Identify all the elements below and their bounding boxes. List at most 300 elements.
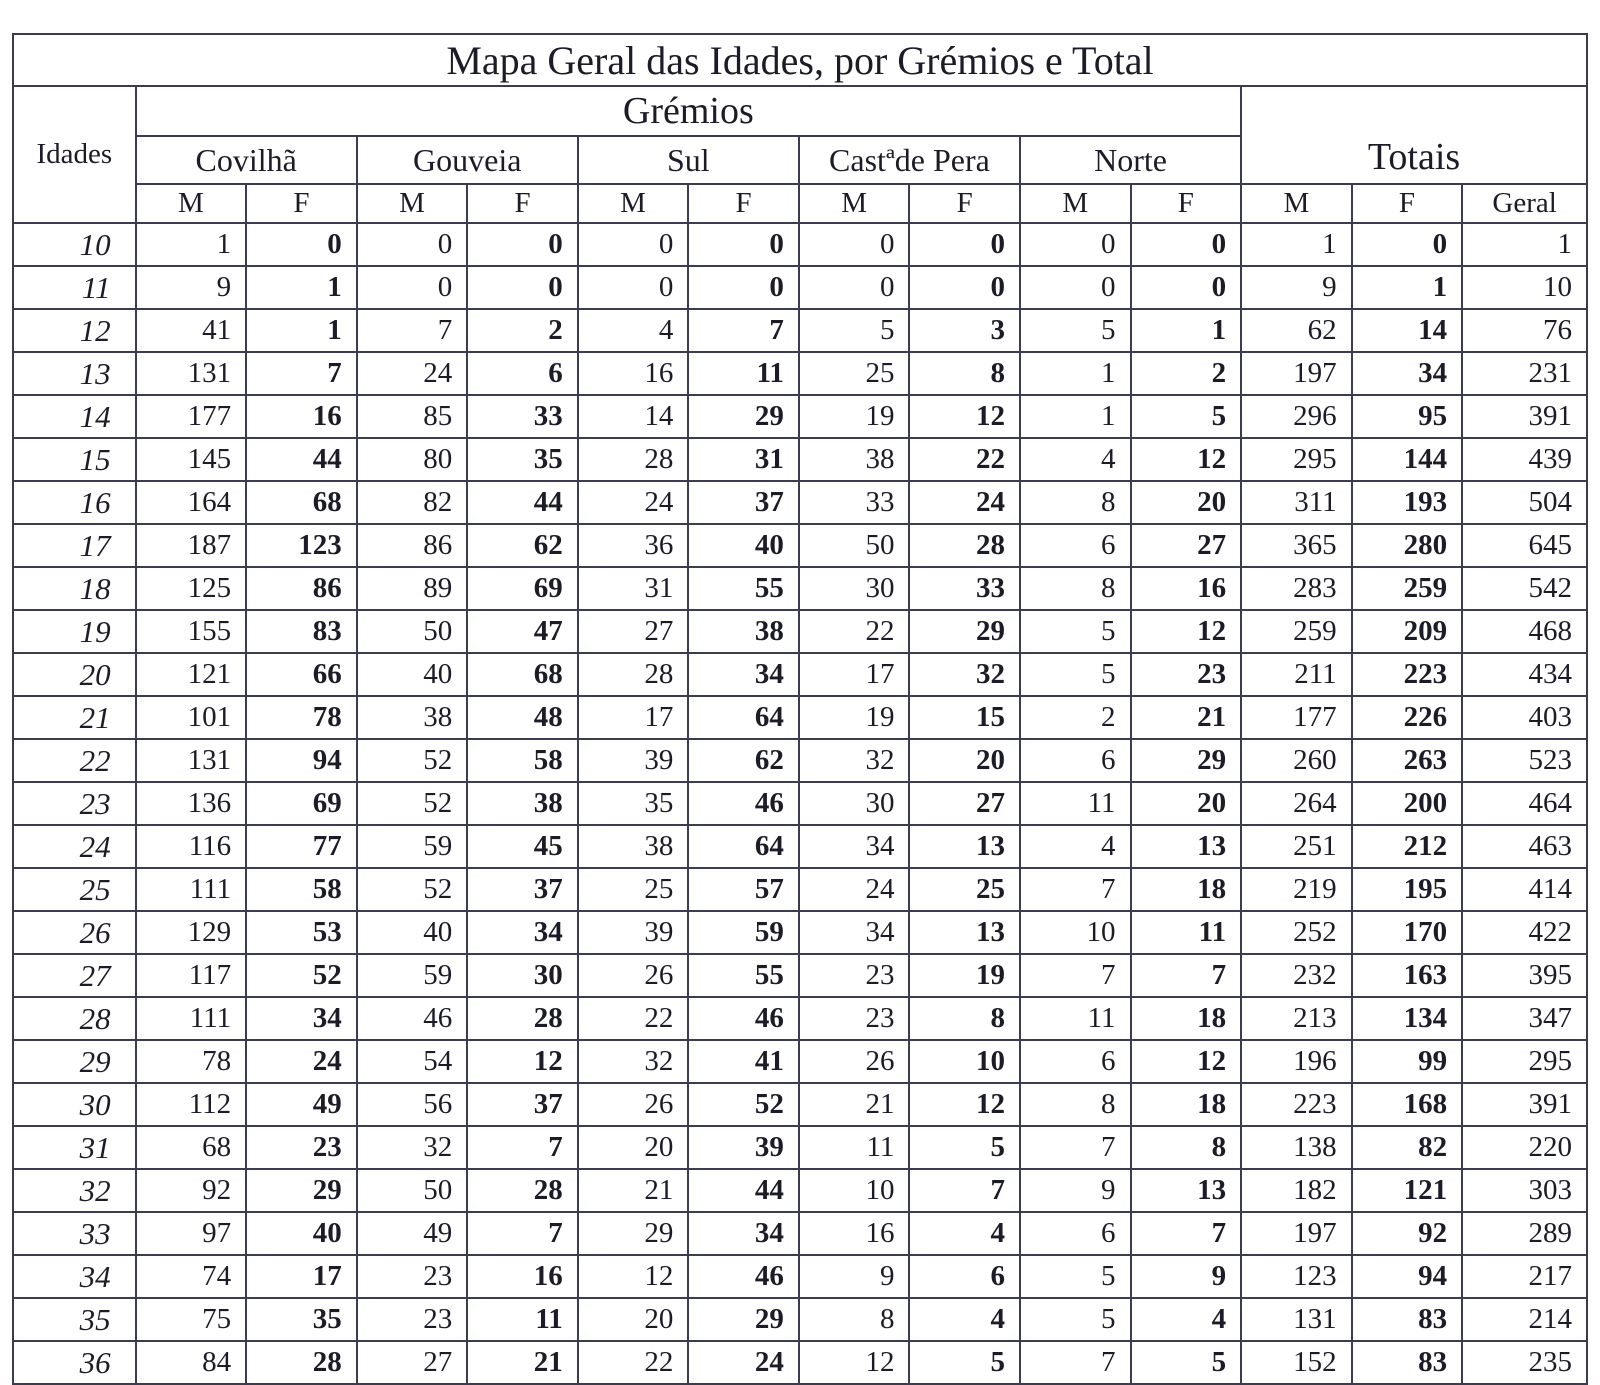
male-count-cell: 24 — [578, 481, 689, 524]
female-count-cell: 144 — [1352, 438, 1463, 481]
female-count-cell: 92 — [1352, 1212, 1463, 1255]
female-count-cell: 0 — [246, 223, 357, 266]
male-count-cell: 17 — [578, 696, 689, 739]
female-count-cell: 41 — [688, 1040, 799, 1083]
table-row — [13, 481, 1587, 524]
total-geral-cell: 217 — [1462, 1255, 1587, 1298]
male-count-cell: 129 — [136, 911, 247, 954]
female-count-cell: 209 — [1352, 610, 1463, 653]
male-count-cell: 8 — [1020, 481, 1131, 524]
table-row — [13, 825, 1587, 868]
male-count-cell: 1 — [136, 223, 247, 266]
table-row — [13, 1040, 1587, 1083]
table-row — [13, 911, 1587, 954]
male-count-cell: 54 — [357, 1040, 468, 1083]
male-count-cell: 38 — [799, 438, 910, 481]
male-count-cell: 295 — [1241, 438, 1352, 481]
female-count-cell: 57 — [688, 868, 799, 911]
age-cell: 35 — [13, 1298, 136, 1341]
age-cell: 13 — [13, 352, 136, 395]
male-count-cell: 145 — [136, 438, 247, 481]
male-count-cell: 283 — [1241, 567, 1352, 610]
male-count-cell: 259 — [1241, 610, 1352, 653]
male-count-cell: 22 — [578, 997, 689, 1040]
total-geral-cell: 303 — [1462, 1169, 1587, 1212]
female-count-cell: 11 — [688, 352, 799, 395]
male-count-cell: 0 — [357, 223, 468, 266]
male-count-cell: 111 — [136, 997, 247, 1040]
male-count-cell: 5 — [799, 309, 910, 352]
male-count-cell: 187 — [136, 524, 247, 567]
male-count-cell: 16 — [578, 352, 689, 395]
female-count-cell: 58 — [467, 739, 578, 782]
male-count-cell: 138 — [1241, 1126, 1352, 1169]
table-row — [13, 395, 1587, 438]
female-count-cell: 8 — [909, 352, 1020, 395]
table-row — [13, 739, 1587, 782]
female-count-cell: 7 — [909, 1169, 1020, 1212]
female-count-cell: 83 — [246, 610, 357, 653]
male-count-cell: 131 — [136, 352, 247, 395]
age-cell: 26 — [13, 911, 136, 954]
total-geral-cell: 231 — [1462, 352, 1587, 395]
male-count-cell: 35 — [578, 782, 689, 825]
female-count-cell: 23 — [1131, 653, 1242, 696]
group-header-norte: Norte — [1020, 136, 1241, 184]
male-count-cell: 30 — [799, 567, 910, 610]
age-cell: 32 — [13, 1169, 136, 1212]
female-count-cell: 11 — [1131, 911, 1242, 954]
female-count-cell: 168 — [1352, 1083, 1463, 1126]
male-count-cell: 5 — [1020, 1255, 1131, 1298]
age-cell: 30 — [13, 1083, 136, 1126]
female-count-cell: 195 — [1352, 868, 1463, 911]
male-count-cell: 0 — [357, 266, 468, 309]
table-row — [13, 309, 1587, 352]
female-count-cell: 34 — [246, 997, 357, 1040]
female-count-cell: 21 — [1131, 696, 1242, 739]
male-count-cell: 9 — [799, 1255, 910, 1298]
male-count-cell: 50 — [357, 610, 468, 653]
age-cell: 14 — [13, 395, 136, 438]
male-count-cell: 101 — [136, 696, 247, 739]
male-count-cell: 25 — [799, 352, 910, 395]
female-count-cell: 0 — [467, 266, 578, 309]
table-row — [13, 997, 1587, 1040]
table-row — [13, 266, 1587, 309]
female-count-cell: 8 — [909, 997, 1020, 1040]
female-count-cell: 12 — [1131, 610, 1242, 653]
sub-header-m: M — [136, 184, 247, 223]
male-count-cell: 7 — [1020, 868, 1131, 911]
female-count-cell: 29 — [909, 610, 1020, 653]
female-count-cell: 38 — [467, 782, 578, 825]
female-count-cell: 99 — [1352, 1040, 1463, 1083]
totais-header: Totais — [1241, 86, 1587, 184]
male-count-cell: 196 — [1241, 1040, 1352, 1083]
male-count-cell: 121 — [136, 653, 247, 696]
male-count-cell: 38 — [578, 825, 689, 868]
sub-header-m: M — [578, 184, 689, 223]
male-count-cell: 136 — [136, 782, 247, 825]
male-count-cell: 296 — [1241, 395, 1352, 438]
male-count-cell: 1 — [1241, 223, 1352, 266]
table-row — [13, 653, 1587, 696]
male-count-cell: 56 — [357, 1083, 468, 1126]
male-count-cell: 32 — [357, 1126, 468, 1169]
female-count-cell: 193 — [1352, 481, 1463, 524]
female-count-cell: 7 — [246, 352, 357, 395]
male-count-cell: 9 — [1241, 266, 1352, 309]
male-count-cell: 155 — [136, 610, 247, 653]
female-count-cell: 13 — [909, 911, 1020, 954]
male-count-cell: 8 — [799, 1298, 910, 1341]
table-row — [13, 1126, 1587, 1169]
male-count-cell: 68 — [136, 1126, 247, 1169]
age-cell: 19 — [13, 610, 136, 653]
female-count-cell: 27 — [909, 782, 1020, 825]
male-count-cell: 252 — [1241, 911, 1352, 954]
female-count-cell: 64 — [688, 825, 799, 868]
male-count-cell: 26 — [578, 954, 689, 997]
female-count-cell: 2 — [467, 309, 578, 352]
female-count-cell: 86 — [246, 567, 357, 610]
table-row — [13, 696, 1587, 739]
male-count-cell: 19 — [799, 696, 910, 739]
male-count-cell: 78 — [136, 1040, 247, 1083]
female-count-cell: 46 — [688, 1255, 799, 1298]
female-count-cell: 40 — [688, 524, 799, 567]
female-count-cell: 2 — [1131, 352, 1242, 395]
female-count-cell: 32 — [909, 653, 1020, 696]
female-count-cell: 6 — [467, 352, 578, 395]
total-geral-cell: 220 — [1462, 1126, 1587, 1169]
male-count-cell: 4 — [1020, 438, 1131, 481]
male-count-cell: 97 — [136, 1212, 247, 1255]
female-count-cell: 5 — [1131, 1341, 1242, 1384]
table-row — [13, 438, 1587, 481]
female-count-cell: 46 — [688, 997, 799, 1040]
female-count-cell: 69 — [246, 782, 357, 825]
male-count-cell: 0 — [1020, 266, 1131, 309]
female-count-cell: 17 — [246, 1255, 357, 1298]
female-count-cell: 39 — [688, 1126, 799, 1169]
male-count-cell: 152 — [1241, 1341, 1352, 1384]
male-count-cell: 125 — [136, 567, 247, 610]
female-count-cell: 18 — [1131, 997, 1242, 1040]
total-geral-cell: 464 — [1462, 782, 1587, 825]
age-cell: 28 — [13, 997, 136, 1040]
male-count-cell: 9 — [136, 266, 247, 309]
table-row — [13, 954, 1587, 997]
female-count-cell: 82 — [1352, 1126, 1463, 1169]
female-count-cell: 28 — [909, 524, 1020, 567]
sub-header-f: F — [246, 184, 357, 223]
male-count-cell: 28 — [578, 653, 689, 696]
female-count-cell: 20 — [909, 739, 1020, 782]
male-count-cell: 219 — [1241, 868, 1352, 911]
female-count-cell: 94 — [246, 739, 357, 782]
table-row — [13, 868, 1587, 911]
female-count-cell: 13 — [909, 825, 1020, 868]
female-count-cell: 14 — [1352, 309, 1463, 352]
age-cell: 34 — [13, 1255, 136, 1298]
male-count-cell: 24 — [357, 352, 468, 395]
gremios-header: Grémios — [136, 86, 1241, 136]
female-count-cell: 52 — [246, 954, 357, 997]
table-row — [13, 1255, 1587, 1298]
age-cell: 10 — [13, 223, 136, 266]
group-header-gouveia: Gouveia — [357, 136, 578, 184]
male-count-cell: 8 — [1020, 1083, 1131, 1126]
male-count-cell: 6 — [1020, 524, 1131, 567]
male-count-cell: 86 — [357, 524, 468, 567]
male-count-cell: 52 — [357, 868, 468, 911]
male-count-cell: 28 — [578, 438, 689, 481]
female-count-cell: 46 — [688, 782, 799, 825]
age-cell: 21 — [13, 696, 136, 739]
male-count-cell: 11 — [1020, 782, 1131, 825]
group-header-covilha: Covilhã — [136, 136, 357, 184]
male-count-cell: 52 — [357, 782, 468, 825]
male-count-cell: 7 — [1020, 954, 1131, 997]
female-count-cell: 18 — [1131, 1083, 1242, 1126]
total-geral-cell: 645 — [1462, 524, 1587, 567]
male-count-cell: 74 — [136, 1255, 247, 1298]
female-count-cell: 21 — [467, 1341, 578, 1384]
table-row — [13, 782, 1587, 825]
table-row — [13, 1212, 1587, 1255]
male-count-cell: 177 — [136, 395, 247, 438]
male-count-cell: 40 — [357, 911, 468, 954]
male-count-cell: 85 — [357, 395, 468, 438]
male-count-cell: 36 — [578, 524, 689, 567]
female-count-cell: 34 — [1352, 352, 1463, 395]
male-count-cell: 264 — [1241, 782, 1352, 825]
sub-header-f: F — [909, 184, 1020, 223]
male-count-cell: 11 — [1020, 997, 1131, 1040]
male-count-cell: 52 — [357, 739, 468, 782]
female-count-cell: 40 — [246, 1212, 357, 1255]
male-count-cell: 19 — [799, 395, 910, 438]
female-count-cell: 123 — [246, 524, 357, 567]
female-count-cell: 28 — [467, 1169, 578, 1212]
male-count-cell: 11 — [799, 1126, 910, 1169]
male-count-cell: 32 — [799, 739, 910, 782]
male-count-cell: 26 — [799, 1040, 910, 1083]
male-count-cell: 32 — [578, 1040, 689, 1083]
sub-header-f: F — [688, 184, 799, 223]
total-geral-cell: 422 — [1462, 911, 1587, 954]
female-count-cell: 23 — [246, 1126, 357, 1169]
female-count-cell: 4 — [1131, 1298, 1242, 1341]
female-count-cell: 29 — [688, 395, 799, 438]
age-cell: 29 — [13, 1040, 136, 1083]
sub-header-m: M — [799, 184, 910, 223]
total-geral-cell: 463 — [1462, 825, 1587, 868]
female-count-cell: 7 — [1131, 1212, 1242, 1255]
female-count-cell: 48 — [467, 696, 578, 739]
male-count-cell: 39 — [578, 739, 689, 782]
female-count-cell: 44 — [246, 438, 357, 481]
female-count-cell: 52 — [688, 1083, 799, 1126]
male-count-cell: 92 — [136, 1169, 247, 1212]
male-count-cell: 111 — [136, 868, 247, 911]
female-count-cell: 20 — [1131, 782, 1242, 825]
male-count-cell: 1 — [1020, 395, 1131, 438]
male-count-cell: 5 — [1020, 1298, 1131, 1341]
age-table — [12, 33, 1588, 1385]
female-count-cell: 28 — [246, 1341, 357, 1384]
total-geral-cell: 391 — [1462, 395, 1587, 438]
female-count-cell: 7 — [467, 1212, 578, 1255]
male-count-cell: 7 — [1020, 1341, 1131, 1384]
female-count-cell: 263 — [1352, 739, 1463, 782]
age-cell: 22 — [13, 739, 136, 782]
female-count-cell: 33 — [467, 395, 578, 438]
table-row — [13, 1083, 1587, 1126]
male-count-cell: 6 — [1020, 739, 1131, 782]
male-count-cell: 23 — [357, 1255, 468, 1298]
male-count-cell: 0 — [578, 266, 689, 309]
female-count-cell: 22 — [909, 438, 1020, 481]
male-count-cell: 82 — [357, 481, 468, 524]
female-count-cell: 12 — [1131, 1040, 1242, 1083]
female-count-cell: 49 — [246, 1083, 357, 1126]
female-count-cell: 134 — [1352, 997, 1463, 1040]
total-geral-cell: 523 — [1462, 739, 1587, 782]
female-count-cell: 4 — [909, 1298, 1020, 1341]
total-geral-cell: 504 — [1462, 481, 1587, 524]
male-count-cell: 8 — [1020, 567, 1131, 610]
female-count-cell: 34 — [688, 653, 799, 696]
female-count-cell: 24 — [246, 1040, 357, 1083]
male-count-cell: 59 — [357, 825, 468, 868]
female-count-cell: 28 — [467, 997, 578, 1040]
age-cell: 36 — [13, 1341, 136, 1384]
female-count-cell: 64 — [688, 696, 799, 739]
total-geral-cell: 403 — [1462, 696, 1587, 739]
male-count-cell: 80 — [357, 438, 468, 481]
female-count-cell: 59 — [688, 911, 799, 954]
female-count-cell: 15 — [909, 696, 1020, 739]
age-cell: 33 — [13, 1212, 136, 1255]
male-count-cell: 0 — [799, 266, 910, 309]
table-row — [13, 1169, 1587, 1212]
total-geral-cell: 395 — [1462, 954, 1587, 997]
male-count-cell: 2 — [1020, 696, 1131, 739]
male-count-cell: 6 — [1020, 1040, 1131, 1083]
male-count-cell: 17 — [799, 653, 910, 696]
sub-header-f: F — [467, 184, 578, 223]
male-count-cell: 84 — [136, 1341, 247, 1384]
sub-header-m: M — [1241, 184, 1352, 223]
female-count-cell: 12 — [909, 1083, 1020, 1126]
female-count-cell: 24 — [909, 481, 1020, 524]
male-count-cell: 5 — [1020, 610, 1131, 653]
female-count-cell: 35 — [246, 1298, 357, 1341]
male-count-cell: 7 — [357, 309, 468, 352]
female-count-cell: 3 — [909, 309, 1020, 352]
female-count-cell: 35 — [467, 438, 578, 481]
male-count-cell: 22 — [578, 1341, 689, 1384]
male-count-cell: 59 — [357, 954, 468, 997]
female-count-cell: 7 — [467, 1126, 578, 1169]
female-count-cell: 95 — [1352, 395, 1463, 438]
female-count-cell: 5 — [909, 1341, 1020, 1384]
male-count-cell: 260 — [1241, 739, 1352, 782]
sub-header-m: M — [1020, 184, 1131, 223]
female-count-cell: 1 — [246, 266, 357, 309]
female-count-cell: 259 — [1352, 567, 1463, 610]
female-count-cell: 0 — [1352, 223, 1463, 266]
male-count-cell: 131 — [1241, 1298, 1352, 1341]
female-count-cell: 29 — [1131, 739, 1242, 782]
male-count-cell: 0 — [578, 223, 689, 266]
male-count-cell: 5 — [1020, 309, 1131, 352]
female-count-cell: 29 — [688, 1298, 799, 1341]
female-count-cell: 24 — [688, 1341, 799, 1384]
male-count-cell: 22 — [799, 610, 910, 653]
male-count-cell: 223 — [1241, 1083, 1352, 1126]
age-cell: 23 — [13, 782, 136, 825]
female-count-cell: 11 — [467, 1298, 578, 1341]
female-count-cell: 37 — [688, 481, 799, 524]
sub-header-f: F — [1352, 184, 1463, 223]
male-count-cell: 21 — [578, 1169, 689, 1212]
female-count-cell: 6 — [909, 1255, 1020, 1298]
male-count-cell: 20 — [578, 1298, 689, 1341]
male-count-cell: 30 — [799, 782, 910, 825]
total-geral-cell: 214 — [1462, 1298, 1587, 1341]
female-count-cell: 0 — [909, 223, 1020, 266]
female-count-cell: 94 — [1352, 1255, 1463, 1298]
female-count-cell: 53 — [246, 911, 357, 954]
female-count-cell: 78 — [246, 696, 357, 739]
age-table-container — [12, 33, 1588, 1385]
total-geral-cell: 76 — [1462, 309, 1587, 352]
female-count-cell: 66 — [246, 653, 357, 696]
male-count-cell: 14 — [578, 395, 689, 438]
female-count-cell: 1 — [246, 309, 357, 352]
female-count-cell: 58 — [246, 868, 357, 911]
male-count-cell: 31 — [578, 567, 689, 610]
male-count-cell: 27 — [578, 610, 689, 653]
female-count-cell: 223 — [1352, 653, 1463, 696]
male-count-cell: 34 — [799, 911, 910, 954]
age-cell: 12 — [13, 309, 136, 352]
female-count-cell: 5 — [1131, 395, 1242, 438]
female-count-cell: 83 — [1352, 1341, 1463, 1384]
female-count-cell: 55 — [688, 567, 799, 610]
female-count-cell: 7 — [1131, 954, 1242, 997]
female-count-cell: 163 — [1352, 954, 1463, 997]
total-geral-cell: 289 — [1462, 1212, 1587, 1255]
male-count-cell: 34 — [799, 825, 910, 868]
total-geral-cell: 542 — [1462, 567, 1587, 610]
female-count-cell: 44 — [688, 1169, 799, 1212]
age-cell: 31 — [13, 1126, 136, 1169]
male-count-cell: 365 — [1241, 524, 1352, 567]
age-cell: 16 — [13, 481, 136, 524]
male-count-cell: 33 — [799, 481, 910, 524]
female-count-cell: 19 — [909, 954, 1020, 997]
female-count-cell: 34 — [688, 1212, 799, 1255]
male-count-cell: 24 — [799, 868, 910, 911]
male-count-cell: 197 — [1241, 1212, 1352, 1255]
male-count-cell: 117 — [136, 954, 247, 997]
total-geral-cell: 10 — [1462, 266, 1587, 309]
